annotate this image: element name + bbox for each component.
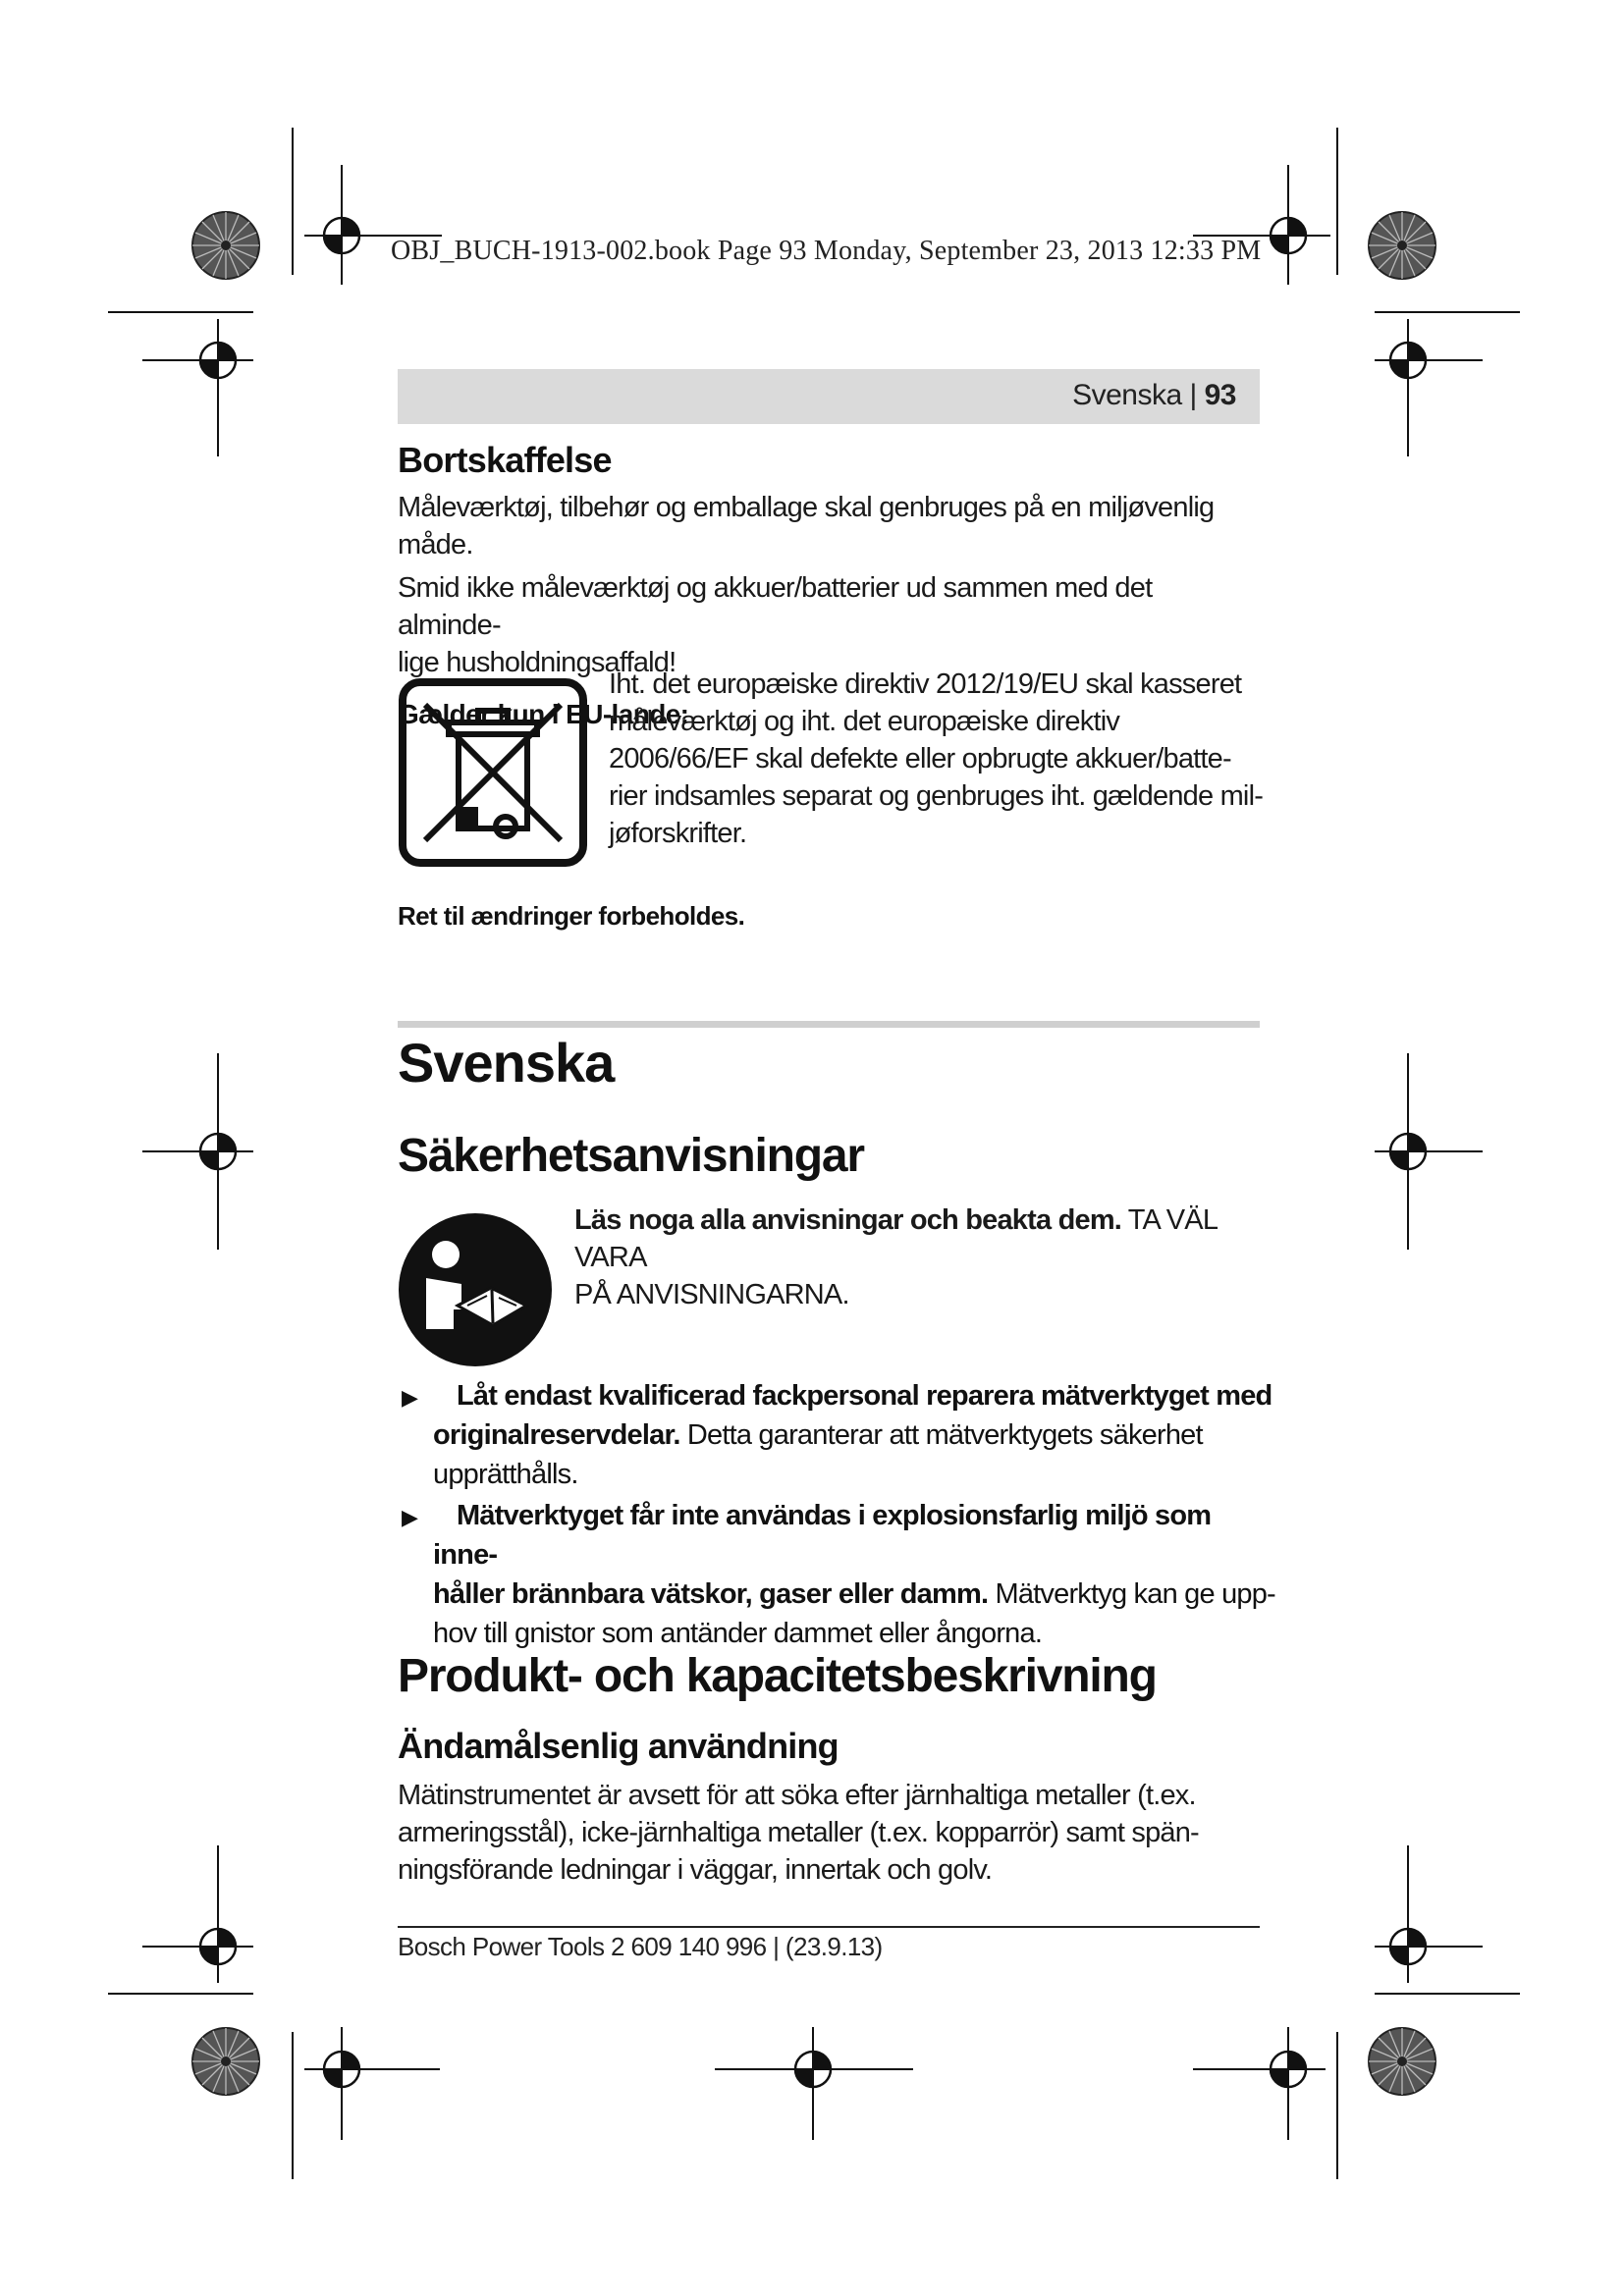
bullet-triangle-icon: ▶ xyxy=(402,1385,418,1410)
eu-line-3: 2006/66/EF skal defekte eller opbrugte akkuer/batte- xyxy=(609,743,1231,774)
page-number: 93 xyxy=(1204,379,1236,411)
safety-heading: Säkerhetsanvisningar xyxy=(398,1130,864,1182)
read-line-2: PÅ ANVISNINGARNA. xyxy=(574,1279,849,1310)
product-heading: Produkt- och kapacitetsbeskrivning xyxy=(398,1650,1157,1702)
read-bold: Läs noga alla anvisningar och beakta dem. xyxy=(574,1204,1122,1236)
read-manual-icon xyxy=(397,1211,554,1368)
warning-2-rest-2: Mätverktyg kan ge upp- xyxy=(988,1578,1275,1610)
warning-2-rest-3: hov till gnistor som antänder dammet eller ångorna. xyxy=(433,1618,1043,1649)
disposal-para-2-line-2: lige husholdningsaffald! xyxy=(398,647,677,678)
weee-bin-icon xyxy=(398,677,588,868)
eu-line-2: måleværktøj og iht. det europæiske direktiv xyxy=(609,706,1120,737)
read-rest-1: TA VÄL VARA xyxy=(574,1204,1218,1273)
intended-use-section xyxy=(398,1726,1260,1889)
eu-line-5: jøforskrifter. xyxy=(609,818,747,849)
eu-heading: Gælder kun i EU-lande: xyxy=(398,699,689,729)
bullet-triangle-icon: ▶ xyxy=(402,1505,418,1529)
read-line-1 xyxy=(574,1201,1281,1276)
intended-line-3: ningsförande ledningar i väggar, innertak och golv. xyxy=(398,1854,993,1886)
footer-text: Bosch Power Tools 2 609 140 996 | (23.9.13) xyxy=(398,1932,883,1961)
header-language-page xyxy=(1072,379,1236,412)
reserve-note xyxy=(398,901,1260,932)
disposal-heading: Bortskaffelse xyxy=(398,440,612,480)
read-instructions xyxy=(574,1201,1281,1313)
footer-rule xyxy=(398,1926,1260,1928)
warnings-list xyxy=(398,1376,1281,1655)
warning-1-bold-2: originalreservdelar. xyxy=(433,1419,680,1451)
reserve-text: Ret til ændringer forbeholdes. xyxy=(398,901,745,931)
swedish-title: Svenska xyxy=(398,1032,615,1094)
intended-line-1: Mätinstrumentet är avsett för att söka efter järnhaltiga metaller (t.ex. xyxy=(398,1780,1196,1811)
header-language: Svenska xyxy=(1072,379,1182,411)
warning-item xyxy=(398,1496,1281,1653)
section-rule xyxy=(398,1021,1260,1028)
warning-1-bold-1: Låt endast kvalificerad fackpersonal reparera mätverktyget med xyxy=(457,1380,1272,1412)
page-header xyxy=(398,369,1260,424)
disposal-para-2-line-1: Smid ikke måleværktøj og akkuer/batterier ud sammen med det alminde- xyxy=(398,572,1153,641)
warning-item xyxy=(398,1376,1281,1494)
eu-line-1: Iht. det europæiske direktiv 2012/19/EU skal kasseret xyxy=(609,668,1242,700)
warning-2-bold-2: håller brännbara vätskor, gaser eller damm. xyxy=(433,1578,989,1610)
disposal-para-1: Måleværktøj, tilbehør og emballage skal genbruges på en miljøvenlig måde. xyxy=(398,492,1215,561)
warning-2-bold-1: Mätverktyget får inte användas i explosionsfarlig miljö som inne- xyxy=(433,1500,1212,1571)
warning-1-rest-2: Detta garanterar att mätverktygets säkerhet xyxy=(679,1419,1203,1451)
warning-1-rest-3: upprätthålls. xyxy=(433,1459,578,1490)
header-separator: | xyxy=(1181,379,1205,411)
slug-line: OBJ_BUCH-1913-002.book Page 93 Monday, September 23, 2013 12:33 PM xyxy=(391,236,1262,266)
eu-directive-text xyxy=(609,666,1276,852)
intended-heading: Ändamålsenlig användning xyxy=(398,1726,839,1766)
eu-line-4: rier indsamles separat og genbruges iht. gældende mil- xyxy=(609,780,1264,812)
intended-line-2: armeringsstål), icke-järnhaltiga metaller (t.ex. kopparrör) samt spän- xyxy=(398,1817,1199,1848)
